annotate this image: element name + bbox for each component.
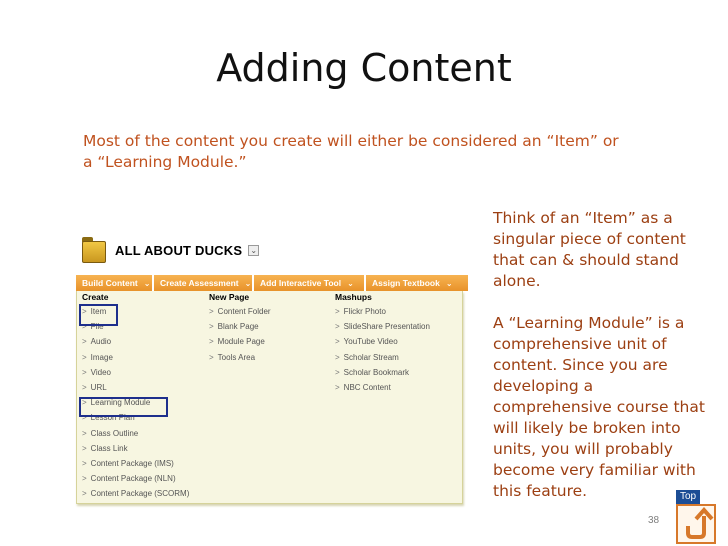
arrow-right-icon: > xyxy=(209,337,214,347)
return-up-arrow-icon[interactable] xyxy=(676,504,716,544)
chevron-down-icon: ⌄ xyxy=(244,278,252,288)
arrow-right-icon: > xyxy=(82,474,87,484)
arrow-right-icon: > xyxy=(82,352,87,362)
new-page-heading: New Page xyxy=(209,292,250,302)
arrow-right-icon: > xyxy=(82,322,87,332)
menu-item-nbc-content[interactable]: > NBC Content xyxy=(335,382,391,392)
arrow-right-icon: > xyxy=(335,352,340,362)
add-interactive-tool-label: Add Interactive Tool xyxy=(260,278,342,288)
arrow-right-icon: > xyxy=(209,322,214,332)
item-highlight-box xyxy=(79,304,118,326)
intro-text: Most of the content you create will either be considered an “Item” or a “Learning Module.” xyxy=(83,132,619,171)
arrow-right-icon: > xyxy=(335,307,340,316)
menu-item-scholar-bookmark[interactable]: > Scholar Bookmark xyxy=(335,367,410,377)
learning-module-highlight-box xyxy=(79,397,168,417)
content-toolbar xyxy=(76,275,468,291)
learning-module-explanation: A “Learning Module” is a comprehensive unit of content. Since you are developing a comprehensive course that will likely be broken into units, you will probably become very familiar with this feature. xyxy=(493,314,705,500)
arrow-right-icon: > xyxy=(82,458,87,468)
arrow-right-icon: > xyxy=(82,413,87,423)
course-title[interactable]: ALL ABOUT DUCKS xyxy=(115,242,243,258)
menu-item-url[interactable]: > URL xyxy=(82,382,107,392)
arrow-right-icon: > xyxy=(209,352,214,362)
arrow-right-icon: > xyxy=(82,428,87,438)
menu-item-content-package-nln[interactable]: > Content Package (NLN) xyxy=(82,474,176,484)
menu-item-scholar-stream[interactable]: > Scholar Stream xyxy=(335,352,399,362)
new-page-column xyxy=(209,291,329,365)
menu-item-item[interactable]: > Item xyxy=(82,307,107,316)
menu-item-tools-area[interactable]: > Tools Area xyxy=(209,352,256,362)
item-explanation: Think of an “Item” as a singular piece of content that can & should stand alone. xyxy=(493,209,686,290)
menu-item-content-folder[interactable]: > Content Folder xyxy=(209,307,271,316)
arrow-right-icon: > xyxy=(82,489,87,499)
create-assessment-button[interactable] xyxy=(154,275,254,291)
create-heading: Create xyxy=(82,292,109,302)
menu-item-file[interactable]: > File xyxy=(82,322,104,332)
arrow-right-icon: > xyxy=(335,382,340,392)
mashups-column xyxy=(335,291,463,395)
chevron-down-icon[interactable]: ⌄ xyxy=(248,245,259,256)
arrow-right-icon: > xyxy=(82,443,87,453)
menu-item-slideshare-presentation[interactable]: > SlideShare Presentation xyxy=(335,322,430,332)
top-label: Top xyxy=(676,490,700,504)
arrow-right-icon: > xyxy=(335,322,340,332)
mashups-heading: Mashups xyxy=(335,292,372,302)
menu-item-youtube-video[interactable]: > YouTube Video xyxy=(335,337,398,347)
assign-textbook-button[interactable] xyxy=(366,275,468,291)
course-header xyxy=(82,232,259,268)
folder-icon xyxy=(82,237,106,263)
build-content-button[interactable] xyxy=(76,275,154,291)
menu-item-content-package-ims[interactable]: > Content Package (IMS) xyxy=(82,458,174,468)
assign-textbook-label: Assign Textbook xyxy=(372,278,440,288)
arrow-right-icon: > xyxy=(209,307,214,316)
menu-item-lesson-plan[interactable]: > Lesson Plan xyxy=(82,413,135,423)
menu-item-image[interactable]: > Image xyxy=(82,352,113,362)
menu-item-class-outline[interactable]: > Class Outline xyxy=(82,428,139,438)
arrow-right-icon: > xyxy=(82,337,87,347)
top-button[interactable] xyxy=(676,490,718,546)
arrow-right-icon: > xyxy=(82,398,87,408)
menu-item-module-page[interactable]: > Module Page xyxy=(209,337,265,347)
chevron-down-icon: ⌄ xyxy=(143,278,151,288)
menu-item-blank-page[interactable]: > Blank Page xyxy=(209,322,259,332)
arrow-right-icon: > xyxy=(335,367,340,377)
page-number: 38 xyxy=(648,515,660,526)
arrow-right-icon: > xyxy=(82,307,87,316)
menu-item-class-link[interactable]: > Class Link xyxy=(82,443,128,453)
chevron-down-icon: ⌄ xyxy=(347,278,354,288)
build-content-label: Build Content xyxy=(82,278,138,288)
arrow-right-icon: > xyxy=(335,337,340,347)
side-explanation xyxy=(493,208,708,502)
menu-item-flickr-photo[interactable]: > Flickr Photo xyxy=(335,307,386,316)
menu-item-video[interactable]: > Video xyxy=(82,367,111,377)
menu-item-learning-module[interactable]: > Learning Module xyxy=(82,398,151,408)
create-assessment-label: Create Assessment xyxy=(160,278,239,288)
add-interactive-tool-button[interactable] xyxy=(254,275,366,291)
chevron-down-icon: ⌄ xyxy=(445,278,453,288)
arrow-right-icon: > xyxy=(82,367,87,377)
slide-title: Adding Content xyxy=(216,46,512,90)
menu-item-content-package-scorm[interactable]: > Content Package (SCORM) xyxy=(82,489,190,499)
arrow-right-icon: > xyxy=(82,382,87,392)
menu-item-audio[interactable]: > Audio xyxy=(82,337,112,347)
